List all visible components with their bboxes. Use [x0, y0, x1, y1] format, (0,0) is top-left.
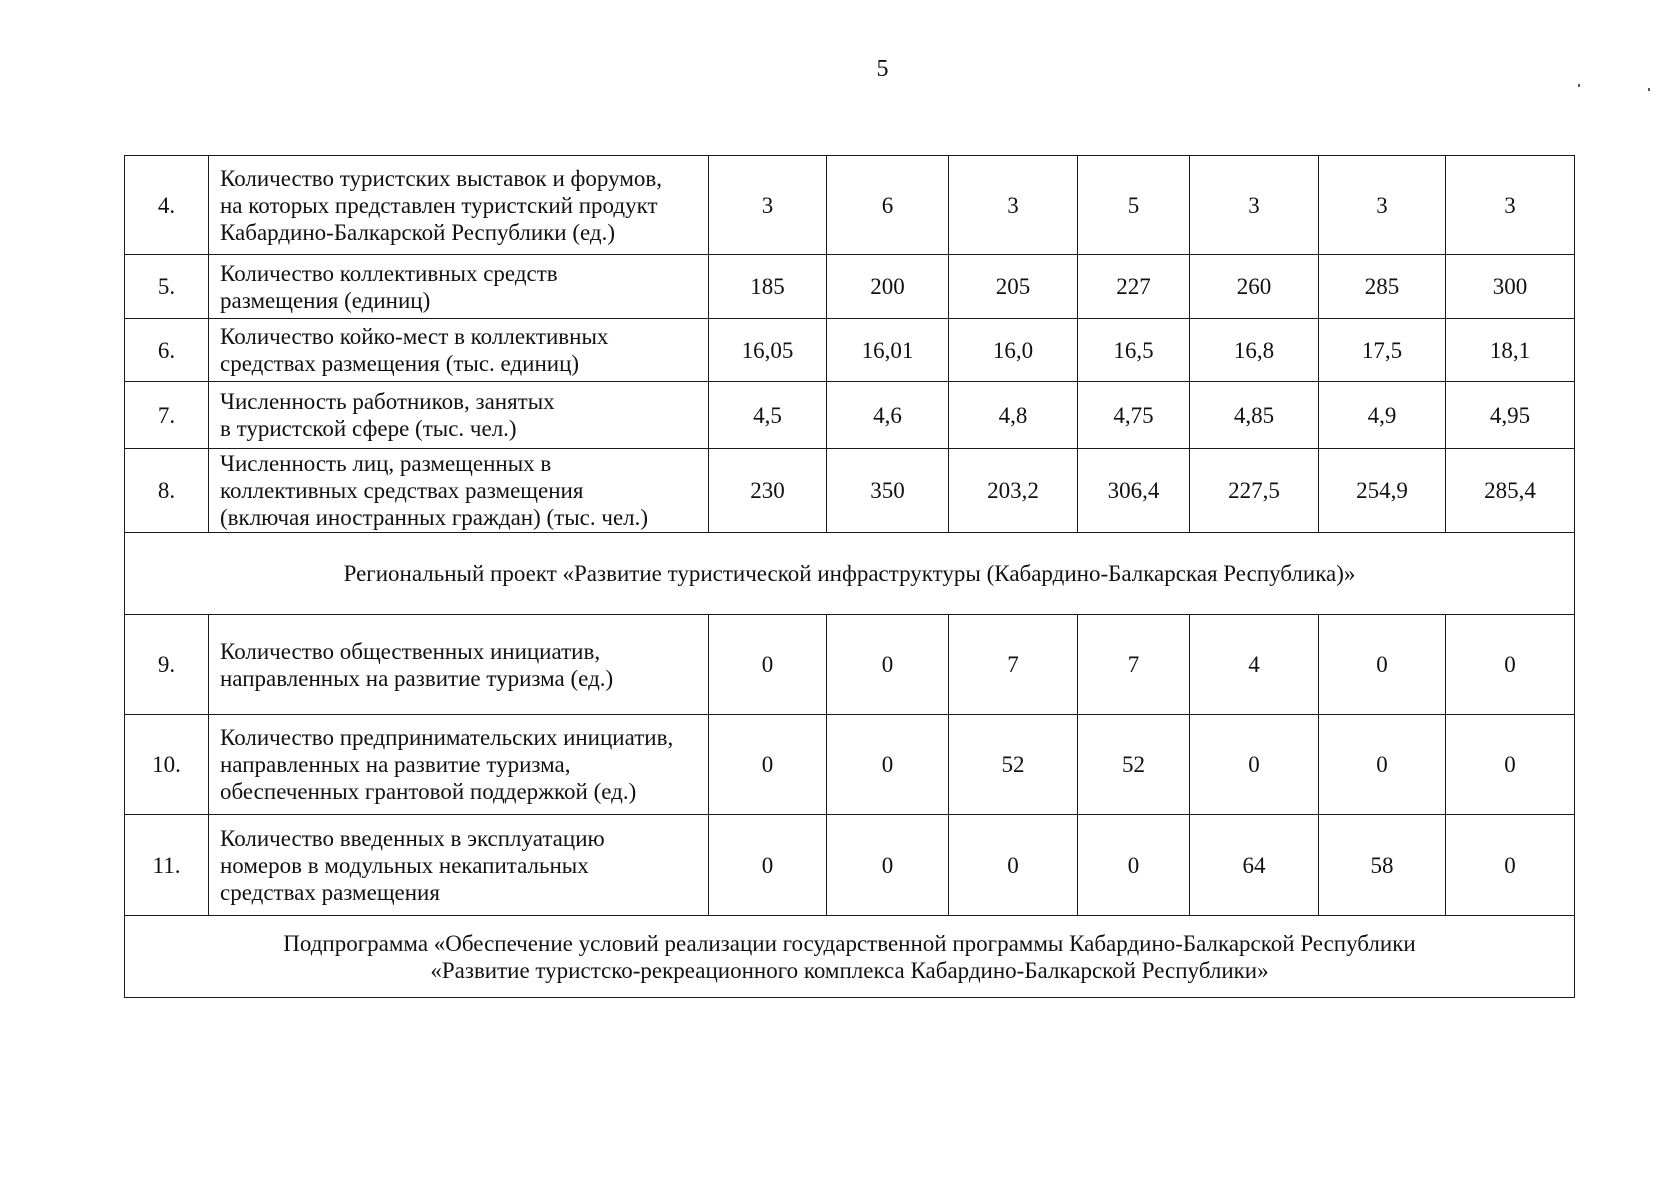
value-cell: 0: [1078, 815, 1190, 916]
value-cell: 4,75: [1078, 382, 1190, 449]
value-cell: 230: [709, 449, 827, 533]
indicator-table-wrap: [124, 155, 1575, 998]
row-number: 4.: [125, 156, 209, 255]
table-row: [125, 156, 1575, 255]
table-row: [125, 815, 1575, 916]
row-number: 11.: [125, 815, 209, 916]
value-cell: 17,5: [1319, 319, 1446, 382]
value-cell: 0: [949, 815, 1078, 916]
value-cell: 227,5: [1190, 449, 1319, 533]
value-cell: 0: [1446, 715, 1575, 815]
value-cell: 3: [1319, 156, 1446, 255]
row-number: 10.: [125, 715, 209, 815]
value-cell: 4,6: [827, 382, 949, 449]
value-cell: 3: [1190, 156, 1319, 255]
section-row: [125, 533, 1575, 615]
value-cell: 0: [1446, 615, 1575, 715]
value-cell: 0: [1319, 615, 1446, 715]
value-cell: 6: [827, 156, 949, 255]
indicator-name: Количество туристских выставок и форумов, на которых представлен туристский продукт Кабардино-Балкарской Республики (ед.): [209, 156, 709, 255]
indicator-name: Количество коллективных средств размещения (единиц): [209, 255, 709, 319]
value-cell: 200: [827, 255, 949, 319]
value-cell: 0: [709, 715, 827, 815]
table-row: [125, 449, 1575, 533]
table-row: [125, 715, 1575, 815]
value-cell: 16,5: [1078, 319, 1190, 382]
value-cell: 0: [827, 615, 949, 715]
indicator-name: Количество введенных в эксплуатацию номеров в модульных некапитальных средствах размещения: [209, 815, 709, 916]
value-cell: 7: [949, 615, 1078, 715]
indicator-name: Количество койко-мест в коллективных средствах размещения (тыс. единиц): [209, 319, 709, 382]
row-number: 5.: [125, 255, 209, 319]
value-cell: 16,05: [709, 319, 827, 382]
value-cell: 3: [709, 156, 827, 255]
section-title-subprogram: Подпрограмма «Обеспечение условий реализации государственной программы Кабардино-Балкарской Республики «Развитие туристско-рекреационного комплекса Кабардино-Балкарской Республики»: [125, 916, 1575, 998]
indicator-name: Численность лиц, размещенных в коллективных средствах размещения (включая иностранных граждан) (тыс. чел.): [209, 449, 709, 533]
value-cell: 7: [1078, 615, 1190, 715]
value-cell: 0: [827, 815, 949, 916]
value-cell: 0: [1319, 715, 1446, 815]
value-cell: 185: [709, 255, 827, 319]
value-cell: 4: [1190, 615, 1319, 715]
scan-speck: [1648, 88, 1650, 91]
value-cell: 58: [1319, 815, 1446, 916]
value-cell: 3: [1446, 156, 1575, 255]
row-number: 9.: [125, 615, 209, 715]
value-cell: 64: [1190, 815, 1319, 916]
table-row: [125, 255, 1575, 319]
value-cell: 260: [1190, 255, 1319, 319]
value-cell: 300: [1446, 255, 1575, 319]
value-cell: 0: [709, 815, 827, 916]
indicator-name: Количество общественных инициатив, направленных на развитие туризма (ед.): [209, 615, 709, 715]
table-row: [125, 319, 1575, 382]
value-cell: 0: [827, 715, 949, 815]
table-row: [125, 615, 1575, 715]
value-cell: 350: [827, 449, 949, 533]
section-title-regional-project: Региональный проект «Развитие туристической инфраструктуры (Кабардино-Балкарская Республика)»: [125, 533, 1575, 615]
value-cell: 18,1: [1446, 319, 1575, 382]
value-cell: 285: [1319, 255, 1446, 319]
value-cell: 205: [949, 255, 1078, 319]
value-cell: 0: [709, 615, 827, 715]
indicator-name: Количество предпринимательских инициатив, направленных на развитие туризма, обеспеченных грантовой поддержкой (ед.): [209, 715, 709, 815]
page-number: 5: [876, 56, 889, 82]
value-cell: 52: [949, 715, 1078, 815]
value-cell: 3: [949, 156, 1078, 255]
scan-speck: [1578, 84, 1580, 87]
value-cell: 4,95: [1446, 382, 1575, 449]
value-cell: 254,9: [1319, 449, 1446, 533]
value-cell: 0: [1446, 815, 1575, 916]
value-cell: 16,8: [1190, 319, 1319, 382]
value-cell: 306,4: [1078, 449, 1190, 533]
value-cell: 16,0: [949, 319, 1078, 382]
value-cell: 4,8: [949, 382, 1078, 449]
value-cell: 285,4: [1446, 449, 1575, 533]
section-row: [125, 916, 1575, 998]
row-number: 6.: [125, 319, 209, 382]
indicator-table: [124, 155, 1575, 998]
value-cell: 16,01: [827, 319, 949, 382]
table-row: [125, 382, 1575, 449]
indicator-name: Численность работников, занятых в туристской сфере (тыс. чел.): [209, 382, 709, 449]
value-cell: 227: [1078, 255, 1190, 319]
row-number: 8.: [125, 449, 209, 533]
value-cell: 5: [1078, 156, 1190, 255]
value-cell: 4,5: [709, 382, 827, 449]
value-cell: 203,2: [949, 449, 1078, 533]
value-cell: 4,9: [1319, 382, 1446, 449]
value-cell: 4,85: [1190, 382, 1319, 449]
value-cell: 0: [1190, 715, 1319, 815]
row-number: 7.: [125, 382, 209, 449]
value-cell: 52: [1078, 715, 1190, 815]
